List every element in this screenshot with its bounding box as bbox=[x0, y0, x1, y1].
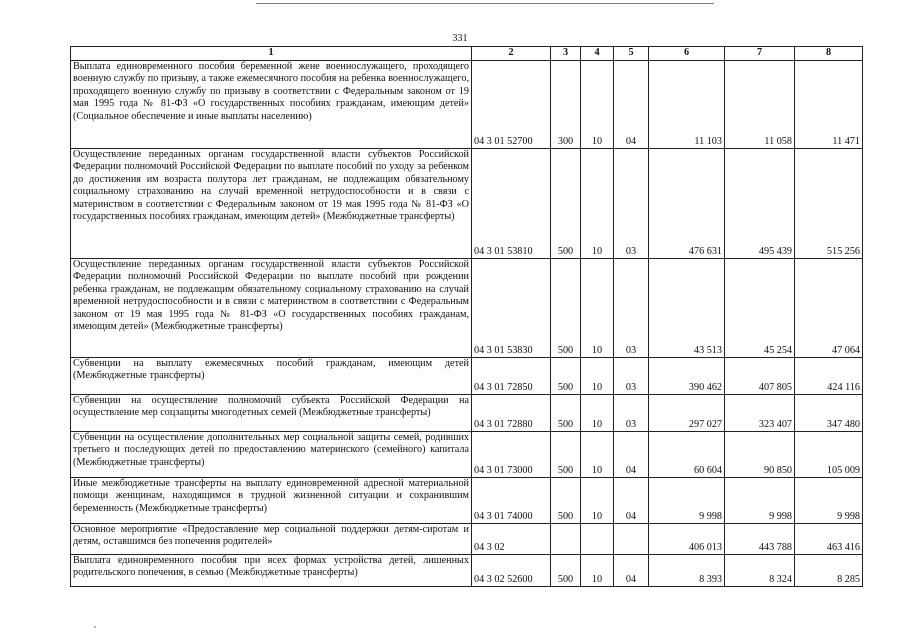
row-c7: 45 254 bbox=[725, 259, 795, 358]
row-c5: 04 bbox=[614, 432, 649, 478]
row-c6: 476 631 bbox=[649, 149, 725, 259]
row-c4: 10 bbox=[581, 395, 614, 432]
row-c4: 10 bbox=[581, 259, 614, 358]
row-description: Основное мероприятие «Предоставление мер социальной поддержки детям-сиротам и детям, оставшимся без попечения родителей» bbox=[71, 524, 472, 555]
row-description: Выплата единовременного пособия беременной жене военнослужащего, проходящего военную службу по призыву, а также ежемесячного пособия на ребенка военнослужащего, проходящего военную службу по призыву в соответствии с Федеральным законом от 19 мая 1995 года № 81-ФЗ «О государственных пособиях гражданам, имеющим детей» (Социальное обеспечение и иные выплаты населению) bbox=[71, 61, 472, 149]
row-c3: 500 bbox=[551, 259, 581, 358]
row-c8: 347 480 bbox=[795, 395, 863, 432]
table-row bbox=[71, 395, 863, 432]
page-number: 331 bbox=[452, 33, 468, 44]
header-col-6: 6 bbox=[649, 47, 725, 61]
row-c7: 407 805 bbox=[725, 358, 795, 395]
row-code: 04 3 01 52700 bbox=[472, 61, 551, 149]
row-code: 04 3 01 74000 bbox=[472, 478, 551, 524]
top-rule bbox=[256, 3, 714, 4]
row-c8: 463 416 bbox=[795, 524, 863, 555]
row-description: Осуществление переданных органам государственной власти субъектов Российской Федерации полномочий Российской Федерации по выплате пособий по уходу за ребенком до достижения им возраста полутора лет гражданам, не подлежащим обязательному социальному страхованию на случай временной нетрудоспособности и в связи с материнством в соответствии с Федеральным законом от 19 мая 1995 года № 81-ФЗ «О государственных пособиях гражданам, имеющим детей» (Межбюджетные трансферты) bbox=[71, 149, 472, 259]
row-description: Субвенции на выплату ежемесячных пособий гражданам, имеющим детей (Межбюджетные трансферты) bbox=[71, 358, 472, 395]
row-code: 04 3 01 73000 bbox=[472, 432, 551, 478]
row-c5: 04 bbox=[614, 478, 649, 524]
table-row bbox=[71, 61, 863, 149]
row-c6: 60 604 bbox=[649, 432, 725, 478]
row-c3: 500 bbox=[551, 432, 581, 478]
header-col-5: 5 bbox=[614, 47, 649, 61]
row-c8: 11 471 bbox=[795, 61, 863, 149]
row-c7: 90 850 bbox=[725, 432, 795, 478]
row-c8: 9 998 bbox=[795, 478, 863, 524]
row-c3: 300 bbox=[551, 61, 581, 149]
scan-speck bbox=[94, 626, 96, 628]
table-row bbox=[71, 478, 863, 524]
row-c7: 443 788 bbox=[725, 524, 795, 555]
row-c3: 500 bbox=[551, 358, 581, 395]
row-c8: 8 285 bbox=[795, 555, 863, 587]
row-c7: 8 324 bbox=[725, 555, 795, 587]
header-row bbox=[71, 47, 863, 61]
row-c3 bbox=[551, 524, 581, 555]
row-description: Субвенции на осуществление полномочий субъекта Российской Федерации на осуществление мер соцзащиты многодетных семей (Межбюджетные трансферты) bbox=[71, 395, 472, 432]
table-row bbox=[71, 555, 863, 587]
row-c7: 9 998 bbox=[725, 478, 795, 524]
header-col-7: 7 bbox=[725, 47, 795, 61]
table-row bbox=[71, 259, 863, 358]
row-code: 04 3 02 bbox=[472, 524, 551, 555]
table-row bbox=[71, 149, 863, 259]
table-row bbox=[71, 432, 863, 478]
row-c7: 323 407 bbox=[725, 395, 795, 432]
row-c4: 10 bbox=[581, 358, 614, 395]
row-c5: 03 bbox=[614, 358, 649, 395]
row-c6: 11 103 bbox=[649, 61, 725, 149]
row-c4: 10 bbox=[581, 149, 614, 259]
budget-table bbox=[70, 46, 863, 587]
row-c5: 04 bbox=[614, 61, 649, 149]
row-c6: 390 462 bbox=[649, 358, 725, 395]
row-c4: 10 bbox=[581, 61, 614, 149]
row-code: 04 3 01 53810 bbox=[472, 149, 551, 259]
row-c8: 105 009 bbox=[795, 432, 863, 478]
row-c7: 495 439 bbox=[725, 149, 795, 259]
row-c8: 515 256 bbox=[795, 149, 863, 259]
row-c6: 297 027 bbox=[649, 395, 725, 432]
table-row bbox=[71, 524, 863, 555]
row-description: Осуществление переданных органам государственной власти субъектов Российской Федерации полномочий Российской Федерации по выплате пособий при рождении ребенка гражданам, не подлежащим обязательному социальному страхованию на случай временной нетрудоспособности и в связи с материнством в соответствии с Федеральным законом от 19 мая 1995 года № 81-ФЗ «О государственных пособиях гражданам, имеющим детей» (Межбюджетные трансферты) bbox=[71, 259, 472, 358]
row-c5: 03 bbox=[614, 259, 649, 358]
row-c3: 500 bbox=[551, 149, 581, 259]
header-col-3: 3 bbox=[551, 47, 581, 61]
row-c6: 9 998 bbox=[649, 478, 725, 524]
header-col-8: 8 bbox=[795, 47, 863, 61]
row-c5: 03 bbox=[614, 395, 649, 432]
row-c4: 10 bbox=[581, 478, 614, 524]
row-code: 04 3 01 53830 bbox=[472, 259, 551, 358]
row-c4 bbox=[581, 524, 614, 555]
row-c3: 500 bbox=[551, 478, 581, 524]
header-col-4: 4 bbox=[581, 47, 614, 61]
row-c8: 424 116 bbox=[795, 358, 863, 395]
table-row bbox=[71, 358, 863, 395]
row-description: Иные межбюджетные трансферты на выплату единовременной адресной материальной помощи женщинам, находящимся в трудной жизненной ситуации и сохранившим беременность (Межбюджетные трансферты) bbox=[71, 478, 472, 524]
row-code: 04 3 01 72880 bbox=[472, 395, 551, 432]
row-c8: 47 064 bbox=[795, 259, 863, 358]
row-c4: 10 bbox=[581, 555, 614, 587]
row-c3: 500 bbox=[551, 555, 581, 587]
row-c5: 03 bbox=[614, 149, 649, 259]
row-c6: 8 393 bbox=[649, 555, 725, 587]
header-col-1: 1 bbox=[71, 47, 472, 61]
row-c6: 406 013 bbox=[649, 524, 725, 555]
row-c4: 10 bbox=[581, 432, 614, 478]
row-c5: 04 bbox=[614, 555, 649, 587]
row-c3: 500 bbox=[551, 395, 581, 432]
row-c6: 43 513 bbox=[649, 259, 725, 358]
row-c5 bbox=[614, 524, 649, 555]
row-description: Выплата единовременного пособия при всех формах устройства детей, лишенных родительского попечения, в семью (Межбюджетные трансферты) bbox=[71, 555, 472, 587]
row-description: Субвенции на осуществление дополнительных мер социальной защиты семей, родивших третьего и последующих детей по предоставлению материнского (семейного) капитала (Межбюджетные трансферты) bbox=[71, 432, 472, 478]
row-code: 04 3 02 52600 bbox=[472, 555, 551, 587]
row-code: 04 3 01 72850 bbox=[472, 358, 551, 395]
row-c7: 11 058 bbox=[725, 61, 795, 149]
header-col-2: 2 bbox=[472, 47, 551, 61]
